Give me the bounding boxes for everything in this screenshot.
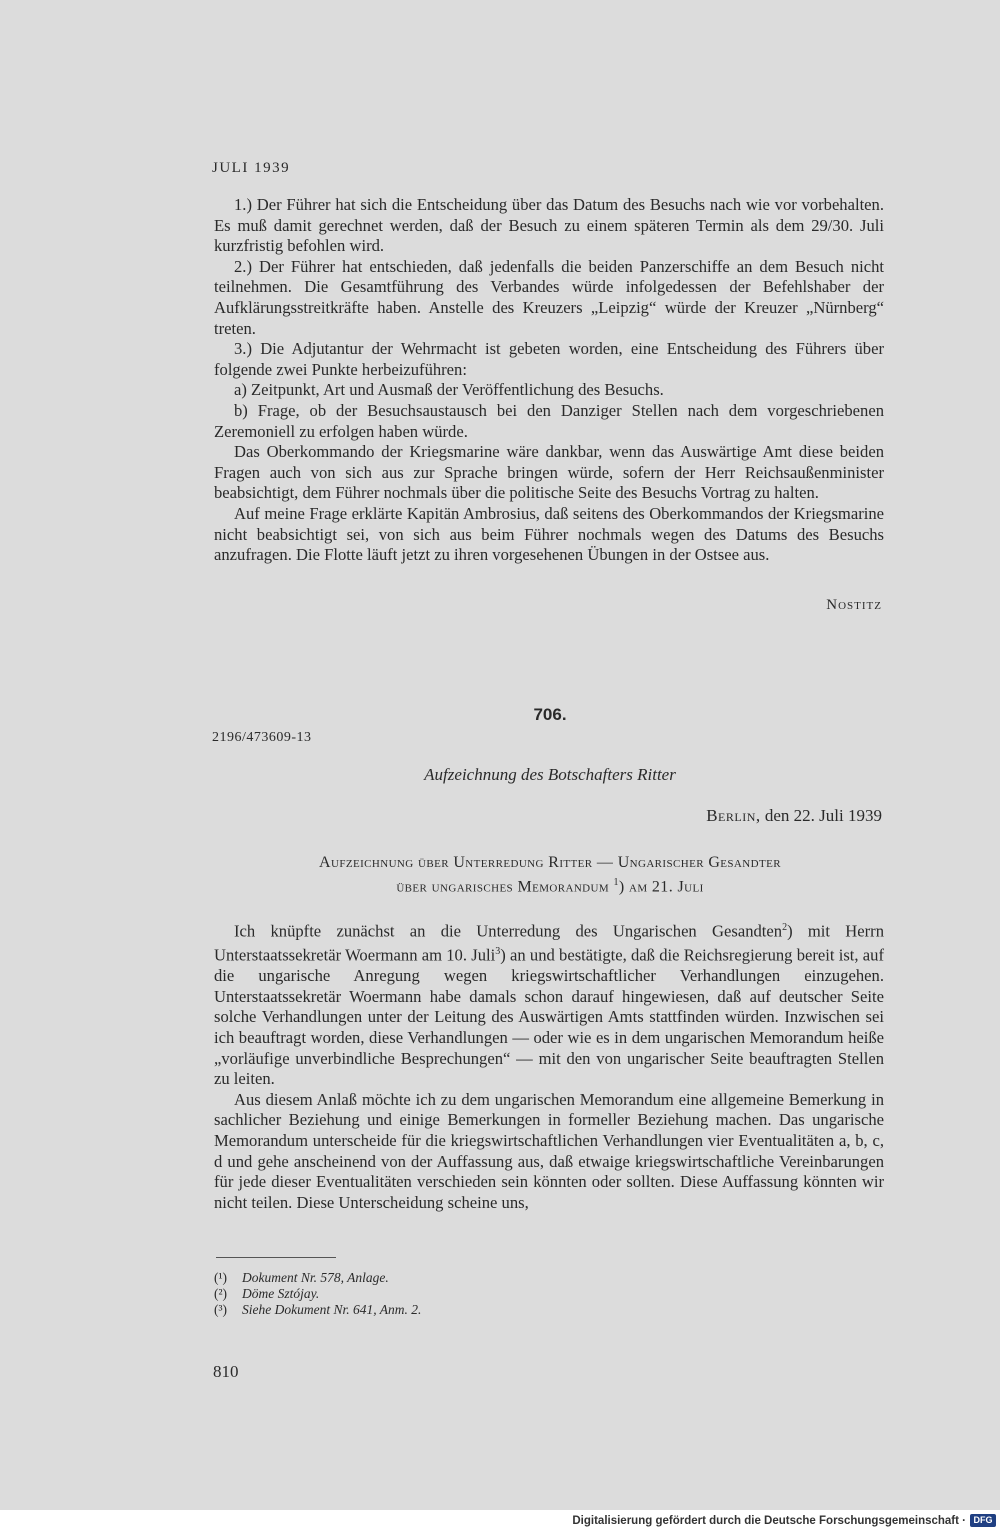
body-text-block [214, 918, 884, 1213]
footnote-ref: 3 [495, 946, 501, 958]
paragraph: a) Zeitpunkt, Art und Ausmaß der Veröffentlichung des Besuchs. [234, 380, 664, 400]
footnote: (²) Döme Sztójay. [214, 1286, 320, 1301]
top-text-block [214, 195, 884, 566]
footnotes [214, 1270, 421, 1318]
footnote: (³) Siehe Dokument Nr. 641, Anm. 2. [214, 1302, 422, 1317]
film-number: 2196/473609-13 [212, 730, 312, 745]
footnote-ref: 2 [782, 922, 788, 933]
paragraph: Das Oberkommando der Kriegsmarine wäre dankbar, wenn das Auswärtige Amt diese beiden Fragen auch von sich aus zur Sprache bringen würde, sofern der Herr Reichsaußenminister beabsichtigt, dem Führer nochmals über die politische Seite des Besuchs Vortrag zu halten. [214, 442, 884, 503]
page-number: 810 [213, 1362, 239, 1381]
heading-line-2: über ungarisches Memorandum $^1$) am 21. Juli [396, 877, 704, 896]
paragraph: 2.) Der Führer hat entschieden, daß jedenfalls die beiden Panzerschiffe an dem Besuch nicht teilnehmen. Die Gesamtführung des Verbandes würde infolgedessen der Befehlshaber der Aufklärungsstreitkräfte haben. Anstelle des Kreuzers „Leipzig“ würde der Kreuzer „Nürnberg“ treten. [214, 256, 884, 338]
dateline-place: Berlin, [706, 806, 761, 825]
dfg-logo-icon: DFG [970, 1514, 996, 1527]
paragraph: 1.) Der Führer hat sich die Entscheidung über das Datum des Besuchs nach wie vor vorbehalten. Es muß damit gerechnet werden, daß der Besuch zu einem späteren Termin als dem 29/30. Juli kurzfristig befohlen wird. [214, 195, 884, 256]
footnote-rule [216, 1257, 336, 1258]
heading-line-1: Aufzeichnung über Unterredung Ritter — Ungarischer Gesandter [319, 854, 781, 871]
paragraph: Ich knüpfte zunächst an die Unterredung des Ungarischen Gesandten$^2$) mit Herrn Unterstaatssekretär Woermann am 10. Juli$^3$) an und bestätigte, daß die Reichsregierung bereit ist, auf die ungarische Anregung wegen kriegswirtschaftlicher Verhandlungen einzugehen. Unterstaatssekretär Woermann habe damals schon darauf hingewiesen, daß auf deutscher Seite solche Verhandlungen unter der Leitung des Auswärtigen Amts stattfinden würden. Inzwischen sei ich beauftragt worden, diese Verhandlungen — oder wie es in dem ungarischen Memorandum heiße „vorläufige unverbindliche Besprechungen“ — mit den von ungarischer Seite beauftragten Stellen zu leiten. [214, 921, 884, 1089]
footnote: (¹) Dokument Nr. 578, Anlage. [214, 1270, 389, 1285]
dateline [706, 806, 882, 826]
document-heading [200, 853, 900, 897]
paragraph: b) Frage, ob der Besuchsaustausch bei den Danziger Stellen nach dem vorgeschriebenen Zeremoniell zu erfolgen haben würde. [214, 400, 884, 441]
paragraph: Auf meine Frage erklärte Kapitän Ambrosius, daß seitens des Oberkommandos der Kriegsmarine nicht beabsichtigt sei, von sich aus beim Führer nochmals wegen des Datums des Besuchs anzufragen. Die Flotte läuft jetzt zu ihren vorgesehenen Übungen in der Ostsee aus. [214, 503, 884, 565]
paragraph: Aus diesem Anlaß möchte ich zu dem ungarischen Memorandum eine allgemeine Bemerkung in sachlicher Beziehung und einige Bemerkungen in formeller Beziehung machen. Das ungarische Memorandum unterscheide für die kriegswirtschaftlichen Verhandlungen vier Eventualitäten a, b, c, d und gehe anscheinend von der Auffassung aus, daß etwaige kriegswirtschaftliche Vereinbarungen für jede dieser Eventualitäten verschieden sein könnten oder sollten. Diese Auffassung könnten wir nicht teilen. Diese Unterscheidung scheine uns, [214, 1089, 884, 1212]
running-head: JULI 1939 [212, 160, 291, 176]
digitization-credit: Digitalisierung gefördert durch die Deutsche Forschungsgemeinschaft · [572, 1515, 966, 1527]
document-subtitle: Aufzeichnung des Botschafters Ritter [424, 765, 676, 784]
document-number: 706. [533, 705, 567, 724]
footnote-ref: 1 [613, 877, 619, 888]
dateline-date: den 22. Juli 1939 [764, 806, 882, 825]
signature: Nostitz [826, 597, 882, 613]
paragraph: 3.) Die Adjutantur der Wehrmacht ist gebeten worden, eine Entscheidung des Führers über folgende zwei Punkte herbeizuführen: [214, 339, 884, 379]
